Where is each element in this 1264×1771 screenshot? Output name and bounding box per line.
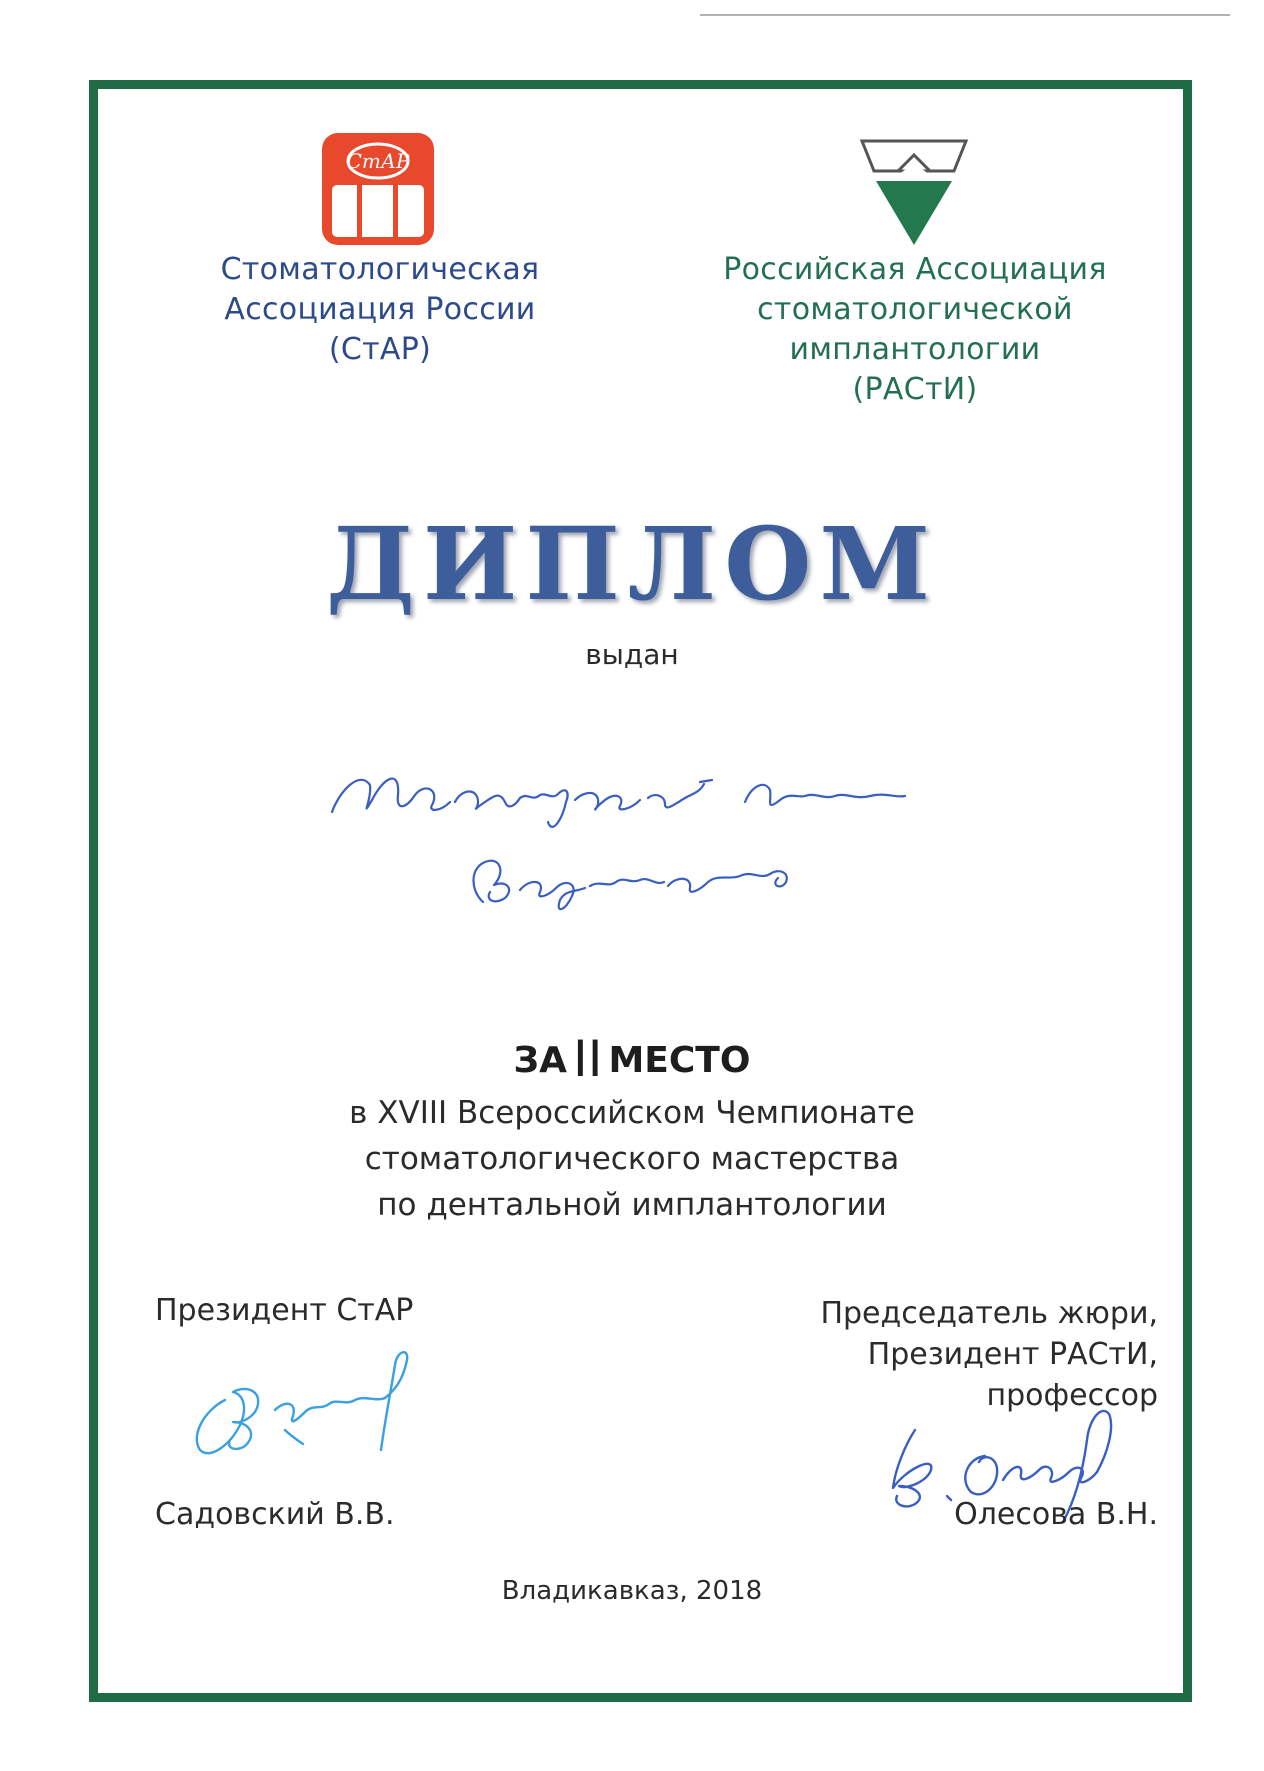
scan-edge bbox=[700, 14, 1230, 16]
left-signatory-name: Садовский В.В. bbox=[155, 1497, 395, 1532]
right-signatory-titles bbox=[700, 1293, 1158, 1416]
star-logo bbox=[322, 133, 434, 245]
right-org-line: (РАСтИ) bbox=[852, 372, 978, 407]
left-org-line: (СтАР) bbox=[328, 332, 432, 367]
left-org-line: Стоматологическая bbox=[220, 252, 540, 287]
svg-text:СтАР: СтАР bbox=[346, 149, 410, 173]
award-place-number: II bbox=[572, 1030, 603, 1088]
diploma-title: ДИПЛОМ bbox=[325, 505, 939, 623]
right-org-line: имплантологии bbox=[789, 332, 1041, 367]
right-signatory-title-line: Президент РАСтИ, bbox=[867, 1337, 1158, 1372]
left-signatory-title: Президент СтАР bbox=[155, 1293, 414, 1328]
right-signatory-title-line: Председатель жюри, bbox=[820, 1296, 1158, 1331]
place-and-date: Владикавказ, 2018 bbox=[501, 1576, 763, 1606]
left-org-name bbox=[180, 250, 580, 370]
award-reason bbox=[0, 1090, 1264, 1228]
right-org-line: стоматологической bbox=[757, 292, 1073, 327]
right-org-line: Российская Ассоциация bbox=[723, 252, 1107, 287]
reason-line: по дентальной имплантологии bbox=[377, 1187, 887, 1223]
right-signatory-name: Олесова В.Н. bbox=[954, 1497, 1158, 1532]
right-signatory-title-line: профессор bbox=[986, 1378, 1158, 1413]
rasti-logo bbox=[858, 133, 970, 248]
left-signature bbox=[185, 1340, 445, 1470]
reason-line: в XVIII Всероссийском Чемпионате bbox=[349, 1095, 915, 1131]
award-suffix: МЕСТО bbox=[608, 1040, 751, 1081]
right-org-name bbox=[690, 250, 1140, 410]
issued-label: выдан bbox=[585, 638, 679, 671]
reason-line: стоматологического мастерства bbox=[364, 1141, 900, 1177]
award-prefix: ЗА bbox=[513, 1040, 567, 1081]
left-org-line: Ассоциация России bbox=[224, 292, 536, 327]
handwritten-recipient-name bbox=[0, 740, 1264, 940]
award-place bbox=[0, 1030, 1264, 1088]
